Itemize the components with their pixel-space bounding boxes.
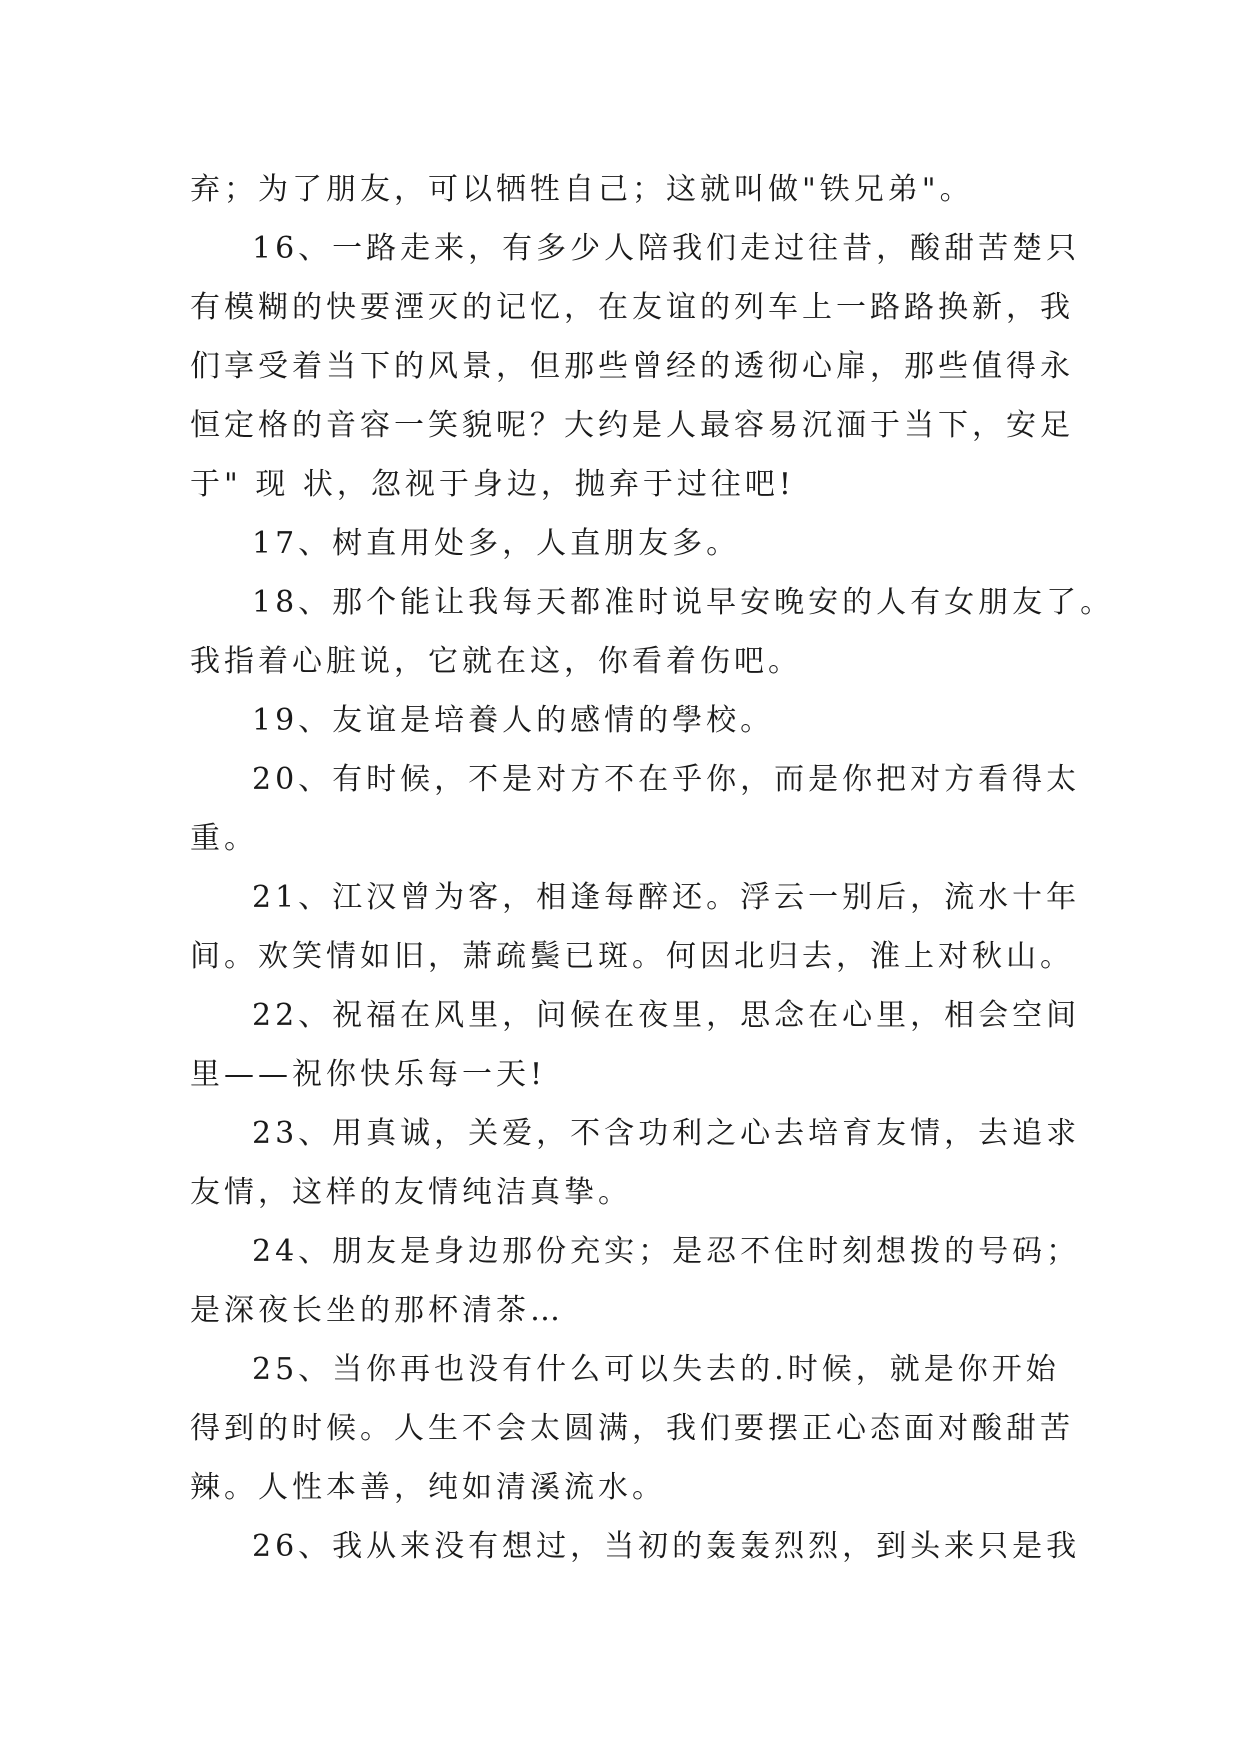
text-line: 友情，这样的友情纯洁真挚。 [190,1175,632,1210]
text-line: 我指着心脏说，它就在这，你看着伤吧。 [190,644,802,679]
document-body [190,160,1115,1576]
text-line: 弃；为了朋友，可以牺牲自己；这就叫做"铁兄弟"。 [190,172,974,207]
text-line: 24、朋友是身边那份充实；是忍不住时刻想拨的号码； [252,1234,1081,1269]
text-line: 19、友谊是培養人的感情的學校。 [252,703,775,738]
text-line: 恒定格的音容一笑貌呢？大约是人最容易沉湎于当下，安足 [190,408,1074,443]
text-line: 是深夜长坐的那杯清茶… [190,1293,564,1328]
text-line: 于" 现 状，忽视于身边，抛弃于过往吧! [190,467,795,502]
text-line: 21、江汉曾为客，相逢每醉还。浮云一别后，流水十年 [252,880,1081,915]
text-line: 辣。人性本善，纯如清溪流水。 [190,1470,666,1505]
text-line: 20、有时候，不是对方不在乎你，而是你把对方看得太 [252,762,1081,797]
text-line: 重。 [190,821,258,856]
text-line: 得到的时候。人生不会太圆满，我们要摆正心态面对酸甜苦 [190,1411,1074,1446]
text-line: 有模糊的快要湮灭的记忆，在友谊的列车上一路路换新，我 [190,290,1074,325]
text-line: 25、当你再也没有什么可以失去的.时候，就是你开始 [252,1352,1060,1387]
text-line: 17、树直用处多，人直朋友多。 [252,526,741,561]
text-line: 里——祝你快乐每一天! [190,1057,547,1092]
text-line: 23、用真诚，关爱，不含功利之心去培育友情，去追求 [252,1116,1081,1151]
text-line: 们享受着当下的风景，但那些曾经的透彻心扉，那些值得永 [190,349,1074,384]
text-line: 16、一路走来，有多少人陪我们走过往昔，酸甜苦楚只 [252,231,1081,266]
text-line: 18、那个能让我每天都准时说早安晚安的人有女朋友了。 [252,585,1115,620]
text-line: 22、祝福在风里，问候在夜里，思念在心里，相会空间 [252,998,1081,1033]
text-line: 26、我从来没有想过，当初的轰轰烈烈，到头来只是我 [252,1529,1081,1564]
text-line: 间。欢笑情如旧，萧疏鬓已斑。何因北归去，淮上对秋山。 [190,939,1074,974]
